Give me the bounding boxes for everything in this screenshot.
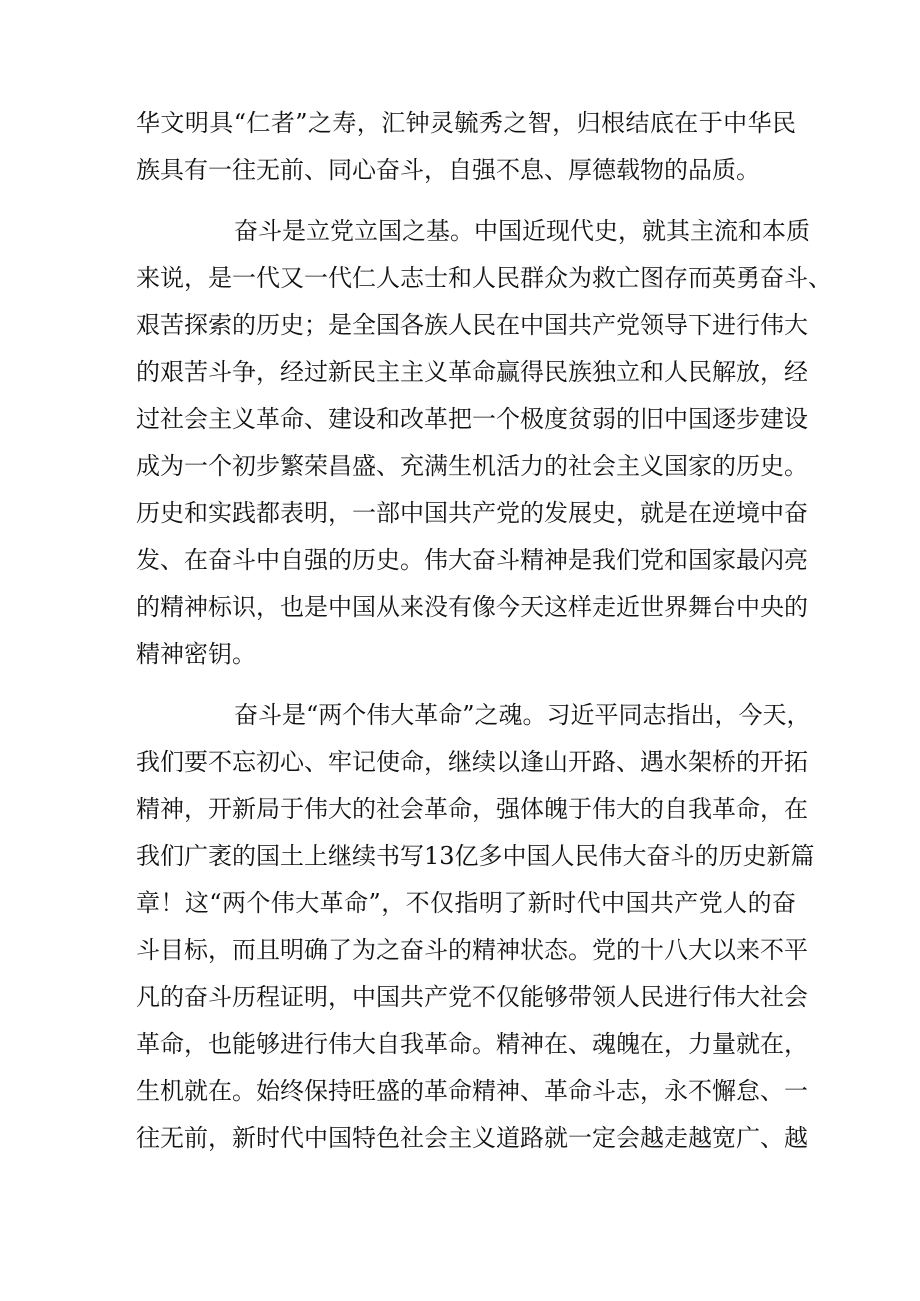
paragraph-3	[136, 692, 815, 1162]
text-line: 革命，也能够进行伟大自我革命。精神在、魂魄在，力量就在，	[136, 1030, 808, 1058]
text-line: 的精神标识，也是中国从来没有像今天这样走近世界舞台中央的	[136, 593, 808, 621]
text-line: 斗目标，而且明确了为之奋斗的精神状态。党的十八大以来不平	[136, 936, 808, 964]
text-line: 我们广袤的国土上继续书写13亿多中国人民伟大奋斗的历史新篇	[136, 842, 815, 870]
text-line: 艰苦探索的历史；是全国各族人民在中国共产党领导下进行伟大	[136, 311, 808, 339]
document-body	[136, 100, 832, 1162]
text-line: 成为一个初步繁荣昌盛、充满生机活力的社会主义国家的历史。	[136, 452, 808, 480]
text-line: 章！这“两个伟大革命”，不仅指明了新时代中国共产党人的奋	[136, 889, 796, 917]
text-line: 往无前，新时代中国特色社会主义道路就一定会越走越宽广、越	[136, 1124, 808, 1152]
text-line: 发、在奋斗中自强的历史。伟大奋斗精神是我们党和国家最闪亮	[136, 546, 808, 574]
text-line: 精神，开新局于伟大的社会革命，强体魄于伟大的自我革命，在	[136, 795, 808, 823]
paragraph-1	[136, 100, 796, 194]
text-line: 奋斗是“两个伟大革命”之魂。习近平同志指出，今天，	[234, 701, 811, 729]
text-line: 凡的奋斗历程证明，中国共产党不仅能够带领人民进行伟大社会	[136, 983, 808, 1011]
text-line: 精神密钥。	[136, 640, 256, 668]
text-line: 过社会主义革命、建设和改革把一个极度贫弱的旧中国逐步建设	[136, 405, 808, 433]
text-line: 来说，是一代又一代仁人志士和人民群众为救亡图存而英勇奋斗、	[136, 264, 832, 292]
text-line: 族具有一往无前、同心奋斗，自强不息、厚德载物的品质。	[136, 156, 760, 184]
text-line: 我们要不忘初心、牢记使命，继续以逢山开路、遇水架桥的开拓	[136, 748, 808, 776]
text-line: 生机就在。始终保持旺盛的革命精神、革命斗志，永不懈怠、一	[136, 1077, 808, 1105]
text-line: 华文明具“仁者”之寿，汇钟灵毓秀之智，归根结底在于中华民	[136, 109, 796, 137]
paragraph-2	[136, 208, 832, 678]
text-line: 的艰苦斗争，经过新民主主义革命赢得民族独立和人民解放，经	[136, 358, 808, 386]
text-line: 奋斗是立党立国之基。中国近现代史，就其主流和本质	[234, 217, 810, 245]
text-line: 历史和实践都表明，一部中国共产党的发展史，就是在逆境中奋	[136, 499, 808, 527]
